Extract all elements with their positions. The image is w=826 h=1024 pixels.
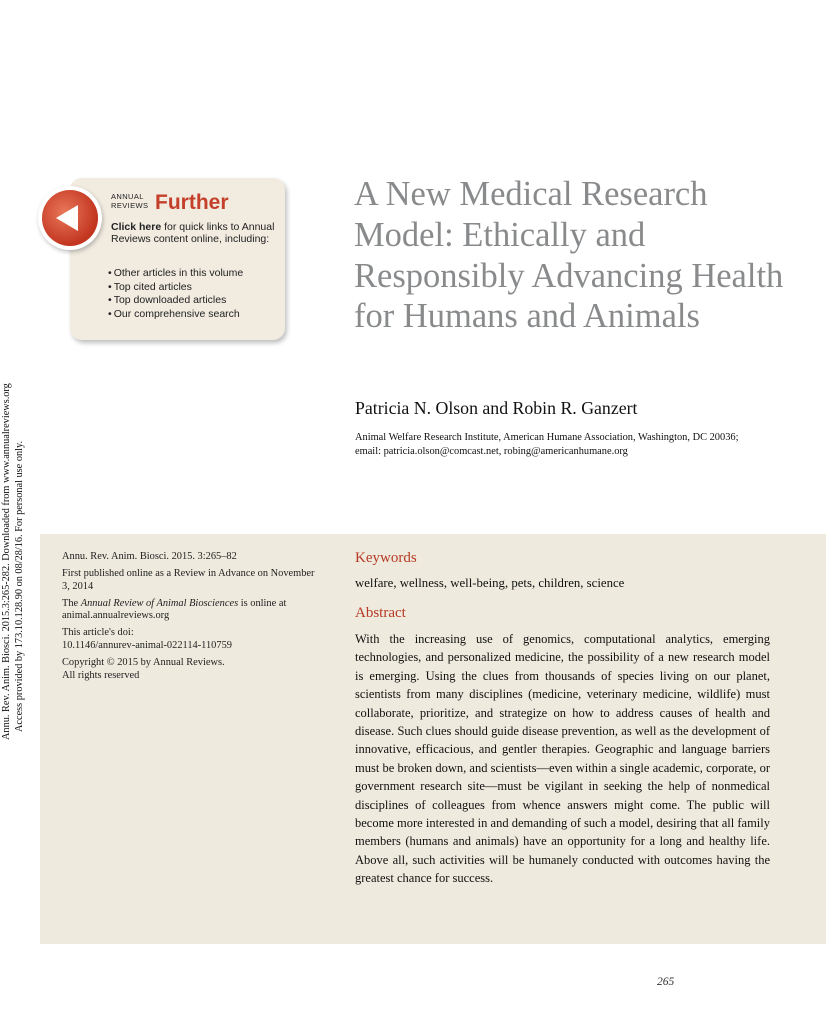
further-description: Click here for quick links to Annual Reviews content online, including: [111,221,275,246]
journal-online-note: The Annual Review of Animal Biosciences is online at animal.annualreviews.org [62,597,287,622]
further-title: Further [155,191,229,214]
page-number: 265 [657,976,675,988]
annual-reviews-logo: ANNUAL REVIEWS [111,192,149,210]
doi-block [62,627,322,652]
further-link-search[interactable]: • Our comprehensive search [108,308,243,322]
further-links-list [108,267,243,322]
abstract-text: With the increasing use of genomics, computational analytics, emerging technologies, and personalized medicine, the possibility of a new research model is emerging. Using the clues from thousands of species living on our planet, scientists from many disciplines (medicine, veterinary medicine, wildlife) must collaborate, prioritize, and strategize on how to address causes of health and disease. Such clues should guide disease prevention, as well as the development of innovative, efficacious, and gentler therapies. Geographic and language barriers must be broken down, and scientists—even within a single academic, corporate, or government research site—must be vigilant in seeking the help of nonmedical disciplines of colleagues from whence answers might come. The public will become more interested in and demanding of such a model, desiring that all family members (humans and animals) have an opportunity for a long and healthy life. Above all, such activities will be humanely conducted with outcomes having the greatest chance for success. [355,632,770,886]
author-affiliation: Animal Welfare Research Institute, American Humane Association, Washington, DC 20036; email: patricia.olson@comcast.net, robing@americanhumane.org [355,432,739,457]
back-arrow-icon[interactable] [42,190,98,246]
journal-name: Annual Review of Animal Biosciences [80,597,239,609]
rights: All rights reserved [62,669,140,681]
published-date: First published online as a Review in Advance on November 3, 2014 [62,568,315,592]
article-authors: Patricia N. Olson and Robin R. Ganzert [355,398,638,418]
download-notice-line1: Annu. Rev. Anim. Biosci. 2015.3:265-282. Downloaded from www.annualreviews.org [1,383,12,740]
download-notice [0,290,36,740]
click-here-link[interactable]: Click here [111,221,162,233]
copyright-block [62,657,322,682]
doi-value: 10.1146/annurev-animal-022114-110759 [62,640,232,652]
further-link-other-articles[interactable]: • Other articles in this volume [108,267,243,281]
article-metadata [62,551,322,687]
copyright: Copyright © 2015 by Annual Reviews. [62,657,225,669]
further-link-top-downloaded[interactable]: • Top downloaded articles [108,294,243,308]
further-link-top-cited[interactable]: • Top cited articles [108,281,243,295]
doi-label: This article's doi: [62,627,134,639]
article-title: A New Medical Research Model: Ethically and Responsibly Advancing Health for Humans and Animals [354,175,784,336]
keywords-heading: Keywords [355,550,417,566]
download-notice-line2: Access provided by 173.10.128.90 on 08/28/16. For personal use only. [14,440,25,732]
abstract-heading: Abstract [355,605,406,621]
citation: Annu. Rev. Anim. Biosci. 2015. 3:265–82 [62,551,237,562]
keywords-list: welfare, wellness, well-being, pets, children, science [355,576,625,590]
